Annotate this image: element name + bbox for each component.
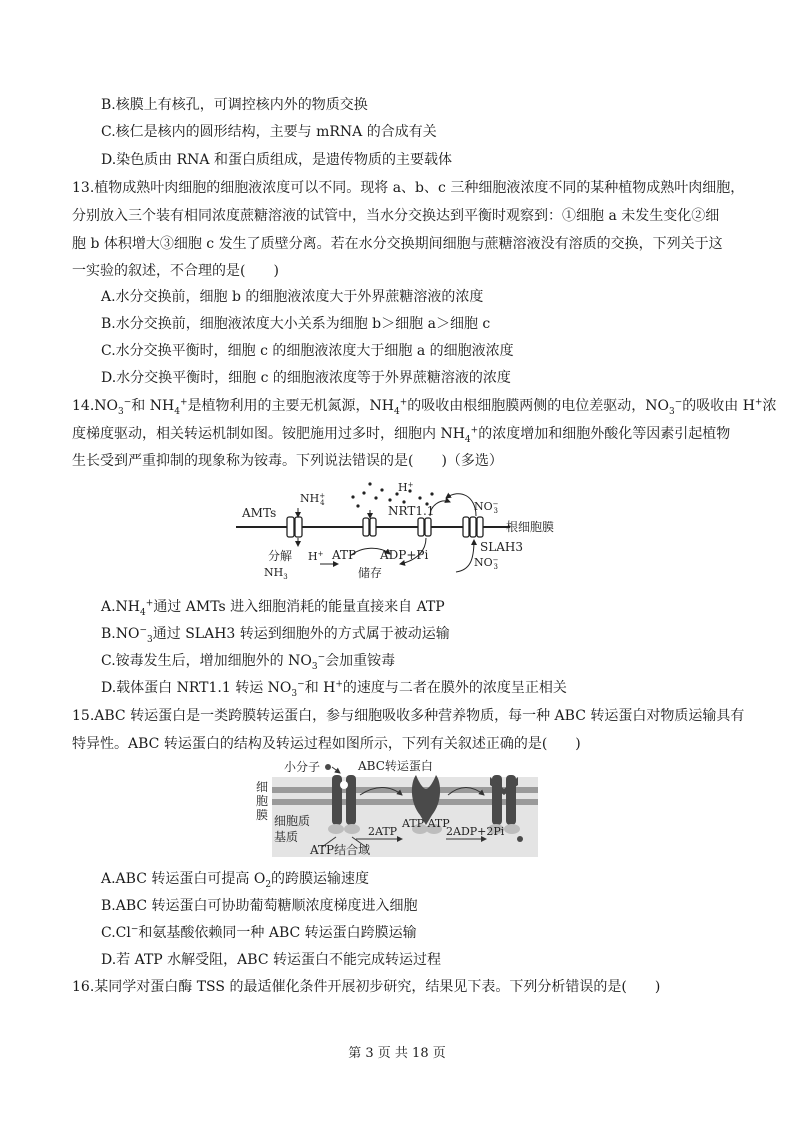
h-plus-bottom: H+ [308, 550, 324, 563]
abc-transporter-figure [250, 755, 540, 859]
q16-stem: 16.某同学对蛋白酶 TSS 的最适催化条件开展初步研究，结果见下表。下列分析错误的是( ) [72, 979, 661, 995]
membrane-char-2: 胞 [256, 794, 269, 808]
q14-option-c: C.铵毒发生后，增加细胞外的 $NO_3^-$会加重铵毒 [101, 652, 396, 672]
q14-option-a: $A.NH_4^+$通过 AMTs 进入细胞消耗的能量直接来自 ATP [101, 598, 445, 618]
q13-option-d: D.水分交换平衡时，细胞 c 的细胞液浓度等于外界蔗糖溶液的浓度 [101, 370, 511, 386]
q13-stem-line1: 13.植物成熟叶肉细胞的细胞液浓度可以不同。现将 a、b、c 三种细胞液浓度不同的某种植物成熟叶肉细胞， [72, 180, 745, 196]
cytoplasm-label: 细胞质 [274, 814, 311, 828]
q14-option-b: $B.NO^-_3$通过 SLAH3 转运到细胞外的方式属于被动运输 [101, 625, 450, 645]
q12-option-d: D.染色质由 RNA 和蛋白质组成，是遗传物质的主要载体 [101, 152, 452, 168]
decompose-label: 分解 [268, 549, 293, 563]
q15-stem-line2: 特异性。ABC 转运蛋白的结构及转运过程如图所示，下列有关叙述正确的是( ) [72, 736, 581, 752]
no3-bottom-label: NO− 3 [474, 556, 499, 571]
q15-option-c: C.Cl−和氨基酸依赖同一种 ABC 转运蛋白跨膜运输 [101, 924, 417, 941]
small-molecule-label: 小分子 [284, 760, 321, 774]
q14-option-d: D.载体蛋白 NRT1.1 转运 $NO_3^-$和 H+的速度与二者在膜外的浓度呈正相关 [101, 679, 567, 699]
q15-option-a: A.ABC 转运蛋白可提高 $O_2$的跨膜运输速度 [101, 871, 370, 890]
no3-top-label: NO− 3 [474, 500, 499, 515]
nrt-channel [363, 518, 376, 536]
matrix-label: 基质 [274, 830, 299, 844]
membrane-char-1: 细 [256, 780, 269, 794]
q13-option-a: A.水分交换前，细胞 b 的细胞液浓度大于外界蔗糖溶液的浓度 [101, 289, 484, 305]
amts-channel [287, 517, 302, 537]
q14-stem-line1: $14.NO_3^-$和 $NH_4^+$是植物利用的主要无机氮源，$NH_4^+$的吸收由根细胞膜两侧的电位差驱动，$NO_3^-$的吸收由 H+浓 [72, 397, 777, 417]
q15-option-d: D.若 ATP 水解受阻，ABC 转运蛋白不能完成转运过程 [101, 952, 441, 968]
abc-protein-label: ABC转运蛋白 [358, 759, 433, 773]
amts-label: AMTs [242, 506, 277, 520]
membrane-char-3: 膜 [256, 808, 269, 822]
q15-option-b: B.ABC 转运蛋白可协助葡萄糖顺浓度梯度进入细胞 [101, 898, 418, 914]
page-footer: 第 3 页 共 18 页 [348, 1046, 446, 1061]
q13-option-c: C.水分交换平衡时，细胞 c 的细胞液浓度大于细胞 a 的细胞液浓度 [101, 343, 514, 359]
atp-domain-label: ATP结合域 [310, 843, 371, 857]
nrt-label: NRT1.1 [388, 504, 435, 518]
q12-option-c: C.核仁是核内的圆形结构，主要与 mRNA 的合成有关 [101, 124, 437, 140]
nitrogen-transport-figure [230, 480, 570, 588]
q13-stem-line4: 一实验的叙述，不合理的是( ) [72, 263, 279, 279]
q14-stem-line2: 度梯度驱动，相关转运机制如图。铵肥施用过多时，细胞内 $NH_4^+$的浓度增加和细胞外酸化等因素引起植物 [72, 425, 731, 445]
storage-label: 储存 [358, 566, 383, 580]
atp-label: ATP [332, 548, 357, 562]
membrane-label: 根细胞膜 [506, 520, 555, 534]
nh4-label: NH+ 4 [300, 492, 326, 507]
q13-option-b: B.水分交换前，细胞液浓度大小关系为细胞 b＞细胞 a＞细胞 c [101, 316, 491, 332]
atp-atp-label: ATP ATP [402, 817, 450, 830]
q13-stem-line2: 分别放入三个装有相同浓度蔗糖溶液的试管中，当水分交换达到平衡时观察到：①细胞 a 未发生变化②细 [72, 208, 720, 224]
q12-option-b: B.核膜上有核孔，可调控核内外的物质交换 [101, 97, 368, 113]
q15-stem-line1: 15.ABC 转运蛋白是一类跨膜转运蛋白，参与细胞吸收多种营养物质，每一种 ABC 转运蛋白对物质运输具有 [72, 708, 745, 724]
adp-label: ADP+Pi [380, 548, 429, 562]
h-plus-label: H+ [398, 481, 414, 494]
q14-stem-line3: 生长受到严重抑制的现象称为铵毒。下列说法错误的是( )（多选） [72, 453, 503, 469]
two-adp-label: 2ADP+2Pi [446, 825, 505, 838]
q13-stem-line3: 胞 b 体积增大③细胞 c 发生了质壁分离。若在水分交换期间细胞与蔗糖溶液没有溶质的交换，下列关于这 [72, 236, 723, 252]
slah-channel-left [418, 518, 431, 536]
two-atp-label: 2ATP [368, 825, 398, 838]
slah-channel-right [463, 517, 483, 537]
small-molecule-dot [325, 764, 331, 770]
slah3-label: SLAH3 [480, 540, 523, 554]
nh3-label: $NH_3$ [264, 566, 288, 581]
